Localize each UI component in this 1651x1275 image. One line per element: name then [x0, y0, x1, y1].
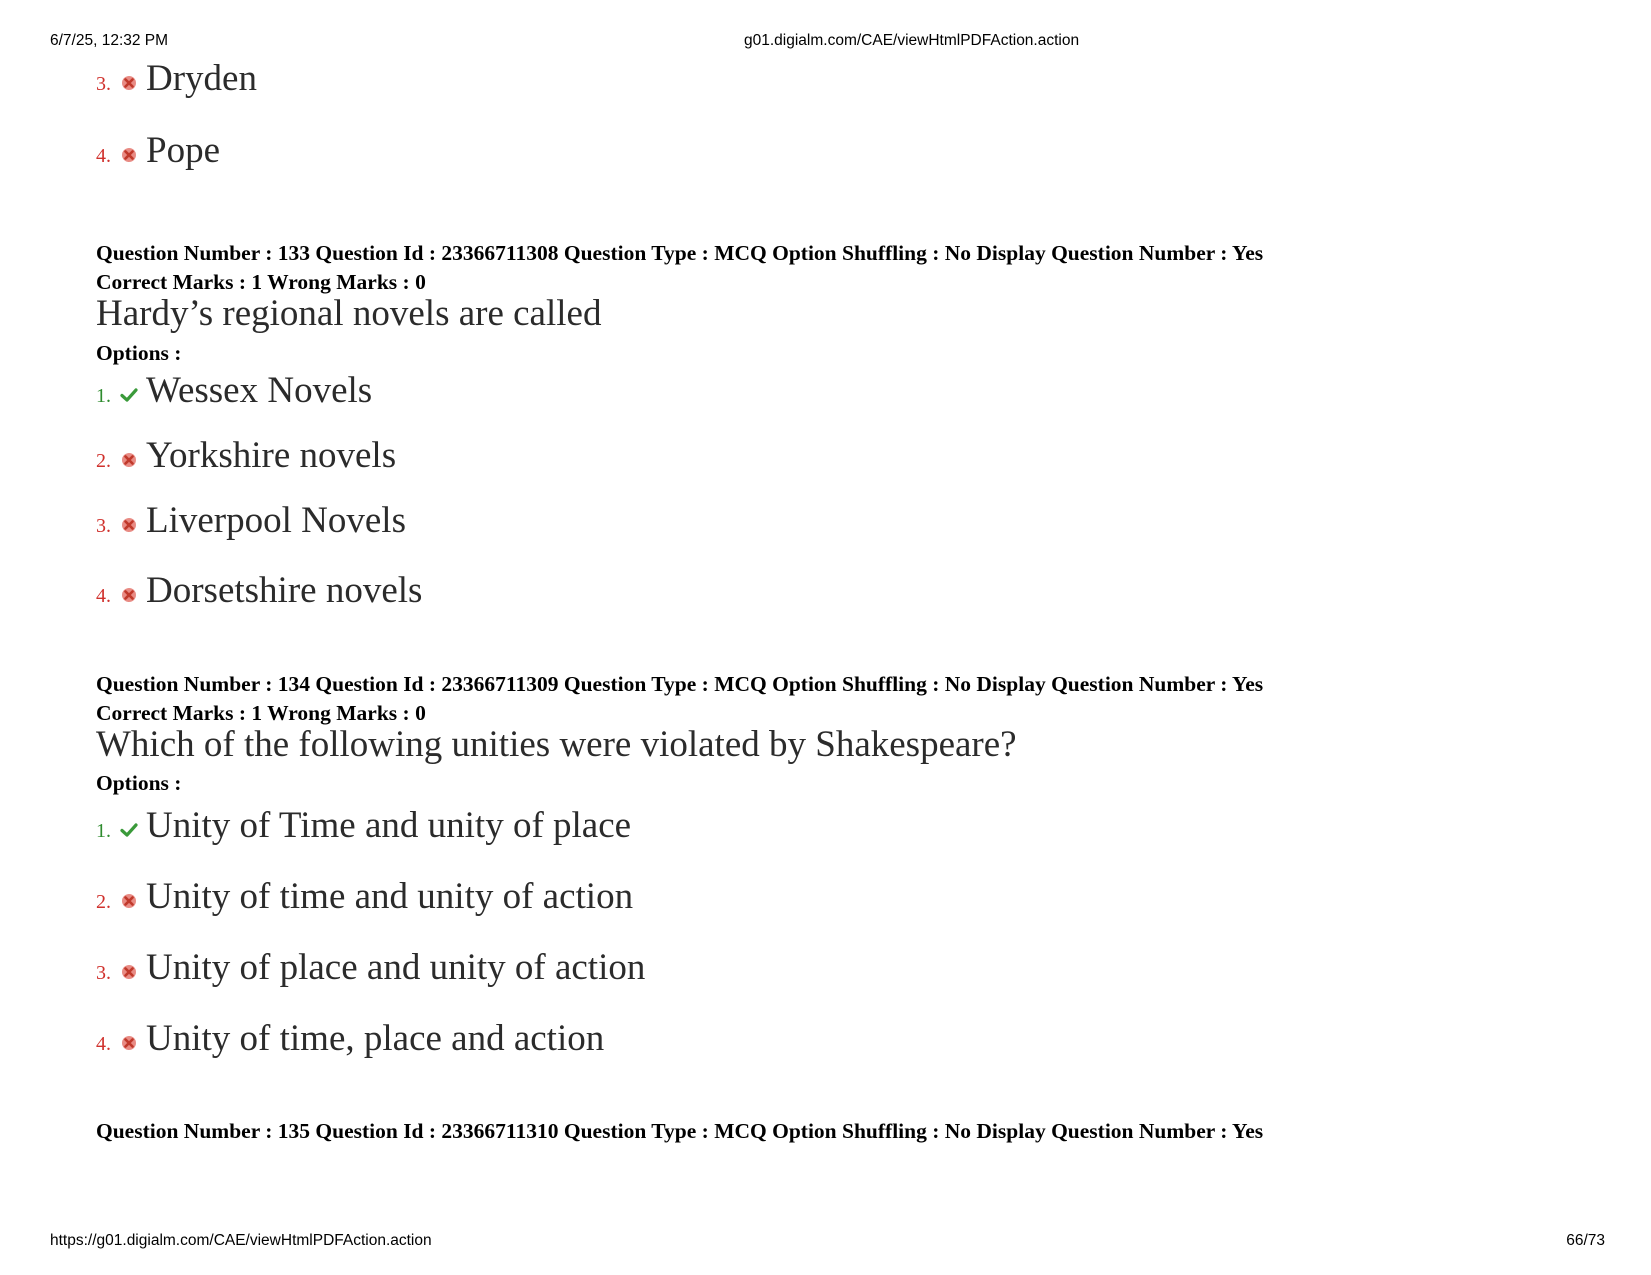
option-text: Liverpool Novels: [146, 500, 406, 541]
footer-url: https://g01.digialm.com/CAE/viewHtmlPDFAction.action: [50, 1232, 432, 1249]
option-number: 4.: [96, 145, 111, 167]
print-footer: [0, 1232, 1651, 1252]
option-number: 4.: [96, 1033, 111, 1055]
option-number: 1.: [96, 385, 111, 407]
cross-icon: [120, 1034, 138, 1052]
option-text: Unity of Time and unity of place: [146, 805, 632, 846]
print-datetime: 6/7/25, 12:32 PM: [50, 32, 169, 49]
option-text: Dryden: [146, 58, 257, 99]
question-marks: Correct Marks : 1 Wrong Marks : 0: [96, 701, 426, 725]
option-number: 3.: [96, 962, 111, 984]
page-number: 66/73: [1566, 1232, 1605, 1249]
option-text: Unity of time and unity of action: [146, 876, 634, 917]
option-text: Wessex Novels: [146, 370, 373, 411]
option-text: Unity of place and unity of action: [146, 947, 646, 988]
check-icon: [120, 821, 138, 839]
cross-icon: [120, 586, 138, 604]
question-meta: Question Number : 135 Question Id : 23366711310 Question Type : MCQ Option Shuffling : No Display Question Number : Yes: [96, 1119, 1264, 1143]
option-text: Unity of time, place and action: [146, 1018, 605, 1059]
cross-icon: [120, 451, 138, 469]
print-header: [0, 32, 1651, 52]
option-number: 4.: [96, 585, 111, 607]
print-url: g01.digialm.com/CAE/viewHtmlPDFAction.action: [744, 32, 1080, 49]
cross-icon: [120, 892, 138, 910]
option-number: 2.: [96, 450, 111, 472]
cross-icon: [120, 146, 138, 164]
option-number: 3.: [96, 515, 111, 537]
options-label: Options :: [96, 341, 182, 365]
cross-icon: [120, 516, 138, 534]
cross-icon: [120, 74, 138, 92]
option-text: Yorkshire novels: [146, 435, 397, 476]
option-number: 1.: [96, 820, 111, 842]
question-text: Hardy’s regional novels are called: [96, 293, 602, 334]
question-meta: Question Number : 133 Question Id : 23366711308 Question Type : MCQ Option Shuffling : No Display Question Number : Yes: [96, 241, 1264, 265]
option-text: Pope: [146, 130, 220, 171]
question-marks: Correct Marks : 1 Wrong Marks : 0: [96, 270, 426, 294]
question-text: Which of the following unities were violated by Shakespeare?: [96, 724, 1017, 765]
question-meta: Question Number : 134 Question Id : 23366711309 Question Type : MCQ Option Shuffling : No Display Question Number : Yes: [96, 672, 1264, 696]
option-text: Dorsetshire novels: [146, 570, 423, 611]
cross-icon: [120, 963, 138, 981]
check-icon: [120, 386, 138, 404]
option-number: 3.: [96, 73, 111, 95]
option-number: 2.: [96, 891, 111, 913]
options-label: Options :: [96, 771, 182, 795]
